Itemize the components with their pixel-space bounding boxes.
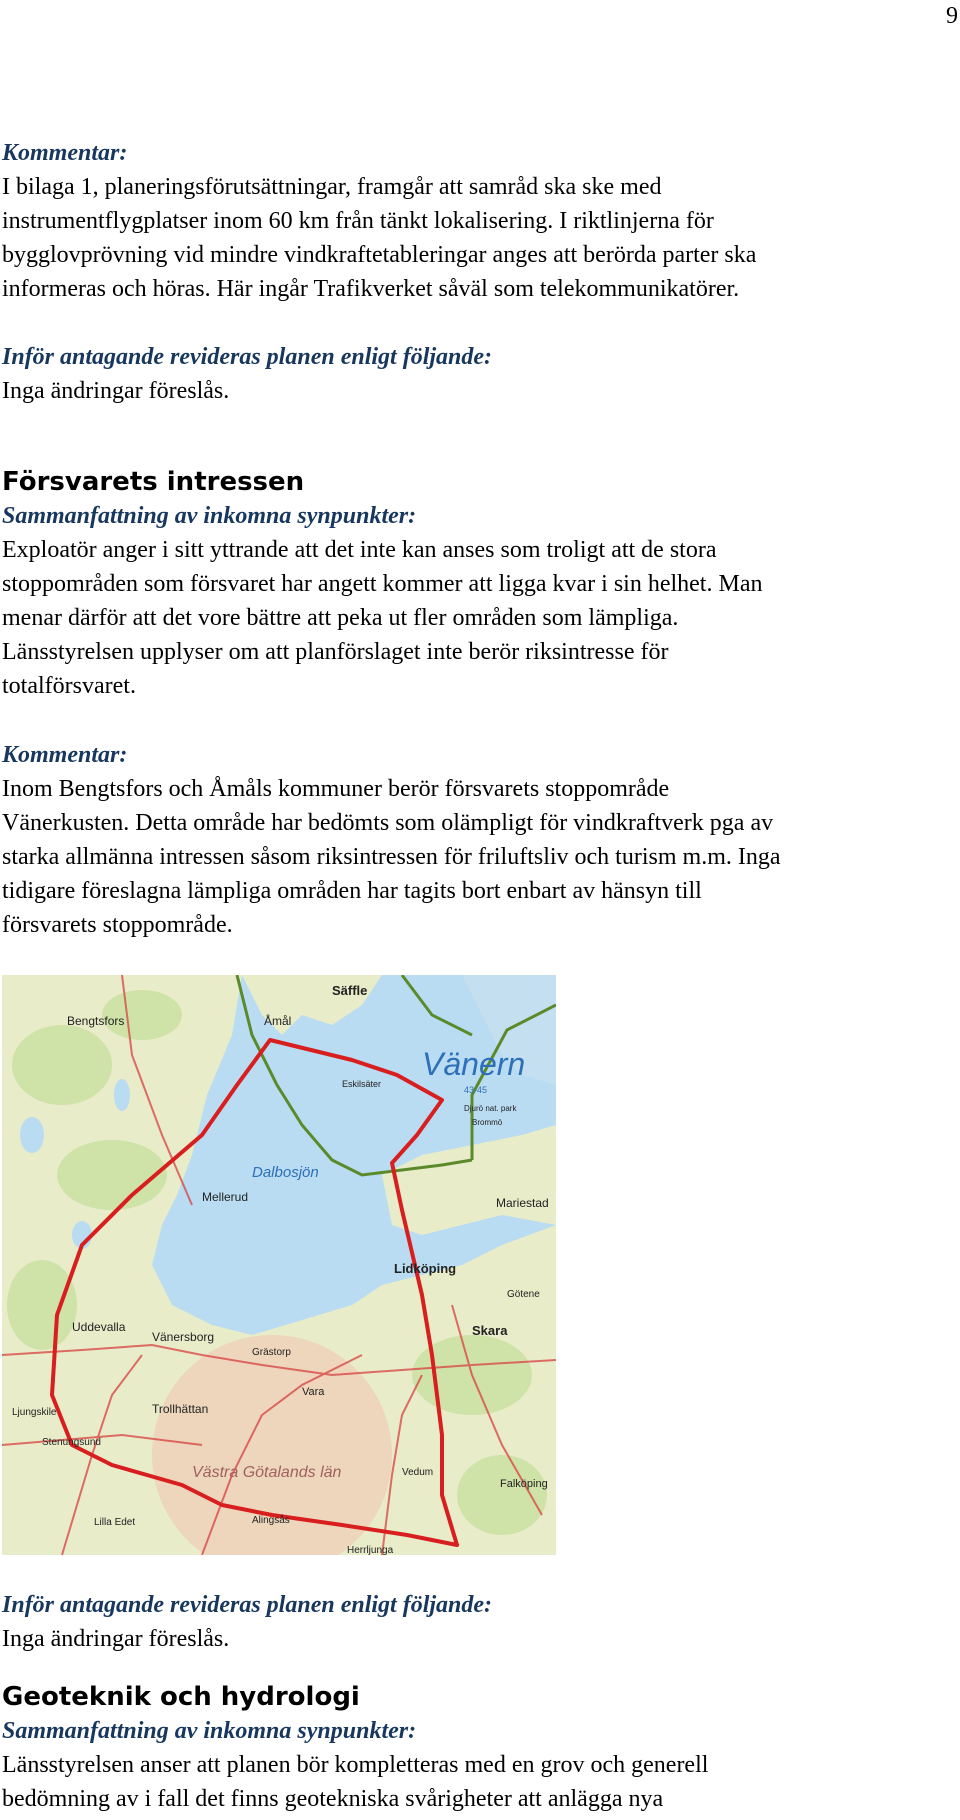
- section-heading: Geoteknik och hydrologi: [2, 1682, 360, 1712]
- section-geoteknik: [2, 1680, 942, 1816]
- map-label-ljungskile: Ljungskile: [12, 1407, 57, 1418]
- map-label-vara: Vara: [302, 1386, 325, 1398]
- paragraph-line: I bilaga 1, planeringsförutsättningar, framgår att samråd ska ske med: [2, 174, 662, 200]
- page-number: 9: [946, 3, 958, 29]
- map-label-djuro: Djurö nat. park: [464, 1104, 517, 1113]
- map-label-vedum: Vedum: [402, 1467, 434, 1478]
- paragraph-line: bedömning av i fall det finns geotekniska svårigheter att anlägga nya: [2, 1786, 664, 1812]
- paragraph-line: totalförsvaret.: [2, 673, 136, 699]
- map-label-bengtsfors: Bengtsfors: [67, 1014, 125, 1028]
- map-label-alingsas: Alingsås: [252, 1515, 290, 1526]
- paragraph-line: Länsstyrelsen upplyser om att planförslaget inte berör riksintresse för: [2, 639, 669, 665]
- map-label-vanersborg: Vänersborg: [152, 1330, 215, 1344]
- section-kommentar-flyg: [2, 136, 942, 306]
- section-kommentar-forsvar: [2, 738, 942, 942]
- map-label-amal: Åmål: [264, 1014, 292, 1028]
- sammanfattning-label: Sammanfattning av inkomna synpunkter:: [2, 1718, 417, 1744]
- section-infor-antagande-1: [2, 340, 942, 408]
- map-label-saffle: Säffle: [332, 983, 368, 998]
- paragraph-line: starka allmänna intressen såsom riksintressen för friluftsliv och turism m.m. Inga: [2, 844, 781, 870]
- infor-antagande-text: Inga ändringar föreslås.: [2, 1626, 230, 1652]
- map-label-lilla-edet: Lilla Edet: [94, 1517, 136, 1528]
- sammanfattning-label: Sammanfattning av inkomna synpunkter:: [2, 503, 417, 529]
- map-label-skara: Skara: [472, 1323, 508, 1338]
- paragraph-line: tidigare föreslagna lämpliga områden har tagits bort enbart av hänsyn till: [2, 878, 702, 904]
- paragraph-line: instrumentflygplatser inom 60 km från tänkt lokalisering. I riktlinjerna för: [2, 208, 714, 234]
- map-label-lidkoping: Lidköping: [394, 1261, 457, 1276]
- paragraph-line: stoppområden som försvaret har angett kommer att ligga kvar i sin helhet. Man: [2, 571, 763, 597]
- kommentar-label: Kommentar:: [2, 140, 128, 166]
- map-label-dalbosjon: Dalbosjön: [252, 1164, 319, 1181]
- map-label-gotene: Götene: [507, 1289, 540, 1300]
- map-label-brommo: Brommö: [472, 1118, 503, 1127]
- paragraph-line: Vänerkusten. Detta område har bedömts som olämpligt för vindkraftverk pga av: [2, 810, 774, 836]
- section-forsvarets-intressen: [2, 465, 942, 703]
- section-infor-antagande-2: [2, 1588, 942, 1656]
- map-label-stenungsund: Stenungsund: [42, 1437, 101, 1448]
- map-label-mariestad: Mariestad: [496, 1196, 549, 1210]
- kommentar-label: Kommentar:: [2, 742, 128, 768]
- map-label-trollhattan: Trollhättan: [152, 1402, 209, 1416]
- paragraph-line: Inom Bengtsfors och Åmåls kommuner berör försvarets stoppområde: [2, 776, 670, 802]
- map-label-eskilsater: Eskilsäter: [342, 1079, 382, 1089]
- map-label-herrljunga: Herrljunga: [347, 1545, 394, 1555]
- infor-antagande-label: Inför antagande revideras planen enligt följande:: [2, 344, 493, 370]
- infor-antagande-label: Inför antagande revideras planen enligt följande:: [2, 1592, 493, 1618]
- paragraph-line: Länsstyrelsen anser att planen bör kompletteras med en grov och generell: [2, 1752, 709, 1778]
- paragraph-line: bygglovprövning vid mindre vindkraftetableringar anges att berörda parter ska: [2, 242, 757, 268]
- map-label-uddevalla: Uddevalla: [72, 1320, 126, 1334]
- stoppomrade-map: [2, 975, 556, 1555]
- map-label-mellerud: Mellerud: [202, 1190, 249, 1204]
- paragraph-line: Exploatör anger i sitt yttrande att det inte kan anses som troligt att de stora: [2, 537, 717, 563]
- paragraph-line: menar därför att det vore bättre att peka ut fler områden som lämpliga.: [2, 605, 679, 631]
- paragraph-line: informeras och höras. Här ingår Trafikverket såväl som telekommunikatörer.: [2, 276, 740, 302]
- map-label-vanern-num: 43-45: [464, 1085, 488, 1095]
- map-label-lan: Västra Götalands län: [192, 1464, 342, 1481]
- map-label-grastorp: Grästorp: [252, 1347, 291, 1358]
- section-heading: Försvarets intressen: [2, 467, 305, 497]
- map-label-vanern: Vänern: [422, 1046, 526, 1082]
- paragraph-line: försvarets stoppområde.: [2, 912, 233, 938]
- map-label-falkoping: Falköping: [500, 1478, 548, 1490]
- infor-antagande-text: Inga ändringar föreslås.: [2, 378, 230, 404]
